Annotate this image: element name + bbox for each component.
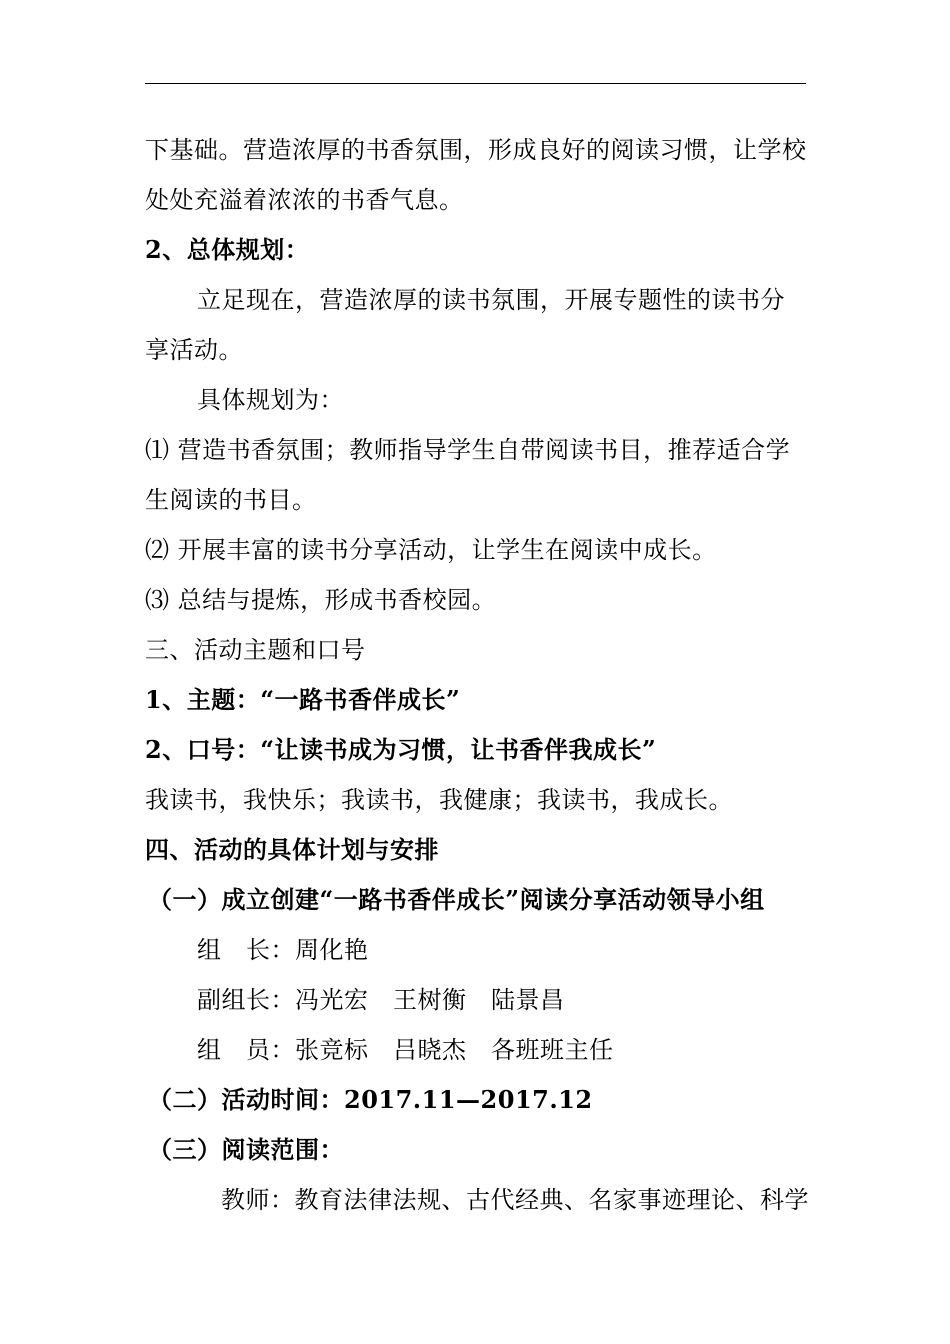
header-rule xyxy=(145,83,806,84)
list-item: ⑵ 开展丰富的读书分享活动，让学生在阅读中成长。 xyxy=(145,536,717,564)
body-text-line: 立足现在，营造浓厚的读书氛围，开展专题性的读书分 xyxy=(197,286,785,314)
member-line: 副组长：冯光宏 王树衡 陆景昌 xyxy=(197,986,565,1014)
section-heading: 四、活动的具体计划与安排 xyxy=(145,835,439,864)
body-text-line: 处处充溢着浓浓的书香气息。 xyxy=(145,186,464,214)
subsection-heading: （二）活动时间：2017.11—2017.12 xyxy=(148,1085,593,1114)
subsection-heading: （一）成立创建“一路书香伴成长”阅读分享活动领导小组 xyxy=(148,885,765,914)
body-text-line: 下基础。营造浓厚的书香氛围，形成良好的阅读习惯，让学校 xyxy=(145,136,807,164)
body-text-line: 具体规划为： xyxy=(197,386,344,414)
section-heading: 三、活动主题和口号 xyxy=(145,636,366,664)
body-text-line: 我读书，我快乐；我读书，我健康；我读书，我成长。 xyxy=(145,786,733,814)
section-heading: 2、总体规划： xyxy=(145,235,310,264)
slogan-line: 2、口号：“让读书成为习惯，让书香伴我成长” xyxy=(145,735,657,764)
theme-line: 1、主题：“一路书香伴成长” xyxy=(145,685,461,714)
member-line: 组 员：张竞标 吕晓杰 各班班主任 xyxy=(197,1036,614,1064)
body-text-line: 享活动。 xyxy=(145,336,243,364)
body-text-line: 教师：教育法律法规、古代经典、名家事迹理论、科学 xyxy=(221,1186,809,1214)
list-item: ⑴ 营造书香氛围；教师指导学生自带阅读书目，推荐适合学 xyxy=(145,436,791,464)
member-line: 组 长：周化艳 xyxy=(197,936,369,964)
list-item: ⑶ 总结与提炼，形成书香校园。 xyxy=(145,586,497,614)
subsection-heading: （三）阅读范围： xyxy=(148,1135,344,1164)
body-text-line: 生阅读的书目。 xyxy=(145,486,317,514)
